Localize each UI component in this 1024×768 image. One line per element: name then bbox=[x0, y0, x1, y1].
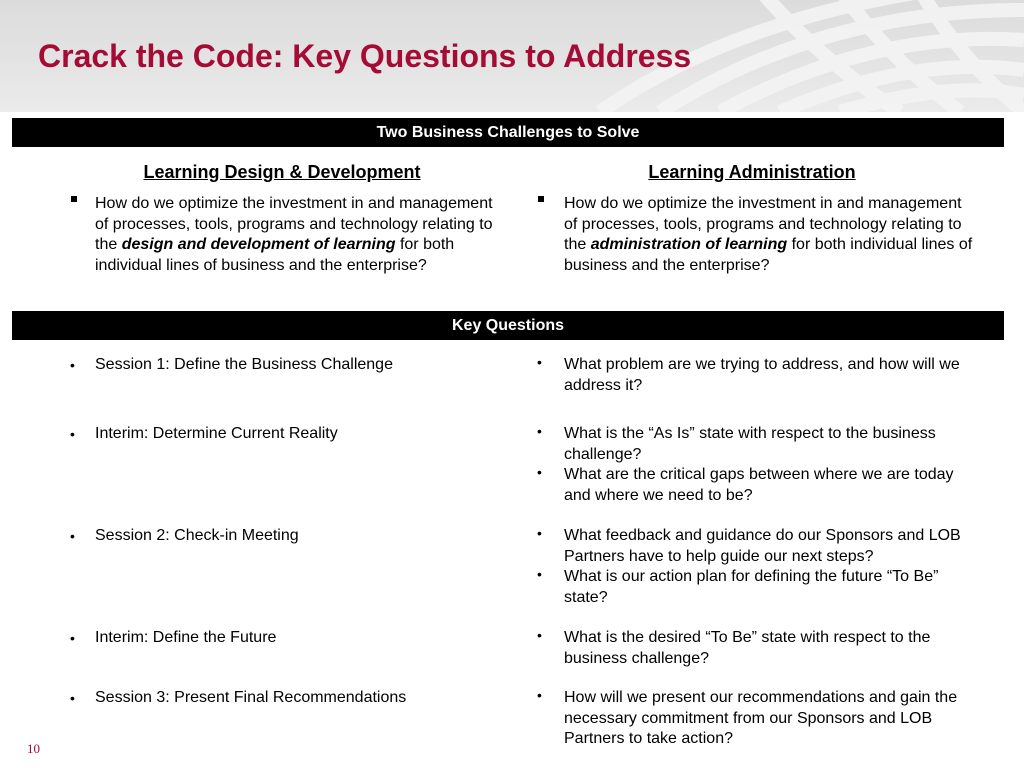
bullet-icon: • bbox=[537, 687, 542, 703]
bullet-icon: • bbox=[537, 525, 542, 541]
bullet-icon: • bbox=[70, 357, 75, 373]
bullet-icon: • bbox=[70, 426, 75, 442]
list-item: • What feedback and guidance do our Sponsors and LOB Partners have to help guide our next steps? bbox=[537, 525, 961, 565]
key-questions-bar: Key Questions bbox=[12, 311, 1004, 340]
bullet-icon: • bbox=[70, 690, 75, 706]
bullet-icon: • bbox=[70, 528, 75, 544]
list-item: • What are the critical gaps between where we are today and where we need to be? bbox=[537, 464, 954, 504]
list-item: • What problem are we trying to address, and how will we address it? bbox=[537, 354, 960, 394]
challenge-emphasis: design and development of learning bbox=[121, 236, 396, 253]
bullet-icon: • bbox=[537, 627, 542, 643]
challenge-text-design: How do we optimize the investment in and management of processes, tools, programs and technology relating to the design and development of learning for both individual lines of business and the enterprise? bbox=[95, 195, 493, 274]
list-item: • How will we present our recommendations and gain the necessary commitment from our Sponsors and LOB Partners to take action? bbox=[537, 687, 958, 747]
heading-learning-design: Learning Design & Development bbox=[143, 162, 421, 182]
bullet-icon: • bbox=[70, 630, 75, 646]
challenge-emphasis: administration of learning bbox=[590, 236, 788, 253]
list-item: • What is the desired “To Be” state with respect to the business challenge? bbox=[537, 627, 931, 667]
list-item: • What is the “As Is” state with respect to the business challenge? bbox=[537, 423, 936, 463]
bullet-icon: • bbox=[537, 464, 542, 480]
square-bullet-icon bbox=[538, 196, 544, 202]
square-bullet-icon bbox=[71, 196, 77, 202]
challenges-bar: Two Business Challenges to Solve bbox=[12, 118, 1004, 147]
list-item: • What is our action plan for defining the future “To Be” state? bbox=[537, 566, 939, 606]
page-number: 10 bbox=[27, 741, 40, 756]
bullet-icon: • bbox=[537, 566, 542, 582]
heading-learning-administration: Learning Administration bbox=[648, 162, 856, 182]
bullet-icon: • bbox=[537, 354, 542, 370]
bullet-icon: • bbox=[537, 423, 542, 439]
page-title: Crack the Code: Key Questions to Address bbox=[38, 38, 692, 74]
challenge-text-administration: How do we optimize the investment in and management of processes, tools, programs and technology relating to the administration of learning for both individual lines of business and the enterprise? bbox=[564, 195, 973, 274]
